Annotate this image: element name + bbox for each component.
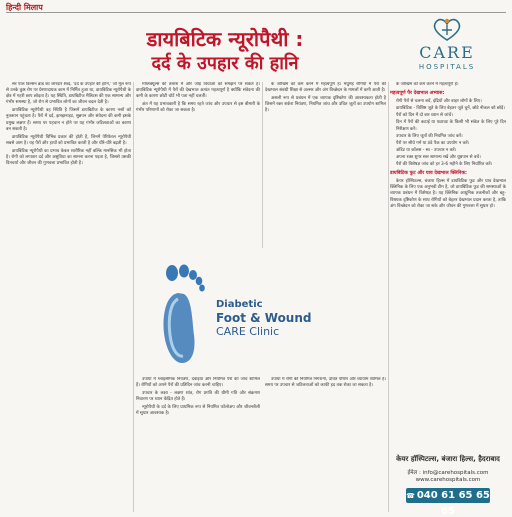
paragraph: उपचार के लक्ष्य - लक्षण शांत, रोग प्रगति की धीमी गति और संक्रमण निवारण पर ध्यान केंद्रित होते हैं।: [136, 391, 260, 403]
footprint-icon: [148, 255, 210, 367]
section-heading-foot-care: महत्वपूर्ण पैर देखभाल अभ्यास:: [390, 91, 445, 97]
article-column-2-bottom: [136, 377, 260, 512]
column-divider: [388, 82, 389, 512]
email-link[interactable]: ईमेल : info@carehospitals.com: [407, 470, 489, 476]
paragraph: डायबिटिक न्यूरोपैथी विभिन्न प्रकार की होती है, जिनमें पेरिफेरल न्यूरोपैथी सबसे आम है। यह पैरों और हाथों को प्रभावित करती है और धीरे-धीरे बढ़ती है।: [6, 134, 131, 146]
list-item: • अंडिट या कॉलस - स्व - उपचार न करें।: [396, 148, 506, 154]
paragraph: डायबिटिक न्यूरोपैथी का प्रभाव केवल शारीरिक नहीं बल्कि मानसिक भी होता है। रोगी को लगातार दर्द और असुविधा का सामना करना पड़ता है, जिससे उसकी दिनचर्या और जीवन की गुणवत्ता प्रभावित होती है।: [6, 148, 131, 167]
logo-name: CARE: [419, 43, 475, 62]
clinic-title-line-1: Diabetic: [216, 299, 263, 310]
list-item: • पैरों को दिन में दो बार ध्यान से जांचें।: [396, 113, 506, 119]
clinic-title-line-3: CARE Clinic: [216, 325, 280, 338]
list-item: • पैरों की विशेषज्ञ जांच को हर 3-6 महीने के लिए निर्धारित करें।: [396, 162, 506, 168]
contact-footer: [390, 455, 506, 517]
phone-icon: ☎: [406, 492, 415, 500]
care-logo-icon: [430, 16, 464, 42]
article-column-3-bottom: [265, 377, 386, 465]
list-item: • डायबिटिक - विशिष्ट जूते के लिए बेहतर जूते चुनें, छोटे नीकल को छोड़ें।: [396, 106, 506, 112]
list-item: • उपचार के लिए जूतों की नियमित जांच करें।: [396, 134, 506, 140]
article-column-2-top: [136, 82, 260, 248]
paragraph: के जोखिम को कम करने में महत्वपूर्ण है।: [396, 82, 459, 87]
diabetic-foot-clinic-graphic: [148, 255, 374, 367]
phone-number-box[interactable]: [406, 488, 490, 517]
paragraph: डायबिटिक न्यूरोपैथी वह स्थिति है जिसमें डायबिटीज के कारण नसों को नुकसान पहुंचता है। पैरों में दर्द, झनझनाहट, सुन्नपन और संवेदना की कमी इसके प्रमुख लक्षण हैं। समय पर पहचान न होने पर यह गंभीर जटिलताओं का कारण बन सकती है।: [6, 108, 131, 132]
list-item: • रोगी पैरों से चलना बचें, इंद्रियों और बाहर लोगों के लिए।: [396, 99, 506, 105]
article-column-4: [390, 82, 506, 452]
paragraph: न्यूरोपैथी के दर्द के लिए प्राथमिक रूप से नियमित फॉलोअप और जीवनशैली में सुधार आवश्यक है।: [136, 405, 260, 417]
website-link[interactable]: www.carehospitals.com: [415, 477, 481, 483]
clinic-title-line-2: Foot & Wound: [216, 311, 312, 325]
hospital-address: केयर हॉस्पिटल्स, बंजारा हिल्स, हैदराबाद: [396, 455, 500, 463]
list-item: • दिन में पैरों की कटाई या फटावट के किसी भी संकेत के लिए पूरे दिन निरीक्षण करें।: [396, 120, 506, 132]
foot-care-list: [396, 99, 506, 168]
paragraph: सर पॉल विल्सन ब्रांड का जोरदार शब्द, 'दर्द के उपहार की हानि,' जो मूल रूप से उनके कुष्ठ रोग पर प्रेरणादायक काम में निर्मित हुआ था, डायबिटिक न्यूरोपैथी के क्षेत्र में गहरी छाप छोड़ता है। यह स्थिति, डायबिटीज मैलिटस की एक सामान्य और गंभीर समस्या है, जो रोग से प्रभावित लोगों का जीवन बदल देती है।: [6, 82, 131, 106]
logo-subtitle: HOSPITALS: [418, 63, 476, 71]
headline-line-2: दर्द के उपहार की हानि: [151, 53, 299, 74]
masthead-divider: [6, 12, 506, 13]
paragraph: अंत में यह प्रभावकारी है कि समय रहते जांच और उपचार से इस बीमारी के गंभीर परिणामों को रोका जा सकता है।: [136, 102, 260, 114]
masthead: हिन्दी मिलाप: [6, 3, 43, 12]
paragraph: उपायों में रोगी की नियमित निगरानी, उचित पोषण और व्यायाम शामिल हैं। समय पर उपचार से जटिलताओं को काफी हद तक रोका जा सकता है।: [265, 377, 386, 389]
article-column-1: [6, 82, 131, 512]
article-column-3-top: [265, 82, 386, 248]
headline-line-1: डायबिटिक न्यूरोपैथी :: [146, 27, 304, 51]
care-hospitals-logo: [392, 16, 502, 78]
list-item: • अपना रक्त शुगर स्तर सामान्य रखें और धूम्रपान से बचें।: [396, 155, 506, 161]
phone-number: 040 61 65 65 65: [416, 490, 490, 517]
paragraph: उपायों में ग्लाइसेमिक नियंत्रण, दवाइयां और नियमित पैरों की जांच शामिल हैं। रोगियों को अपने पैरों की प्रतिदिन जांच करनी चाहिए।: [136, 377, 260, 389]
paragraph: के जोखिम को कम करने में महत्वपूर्ण है। मधुमेह रोगियों में पैरों की देखभाल संबंधी शिक्षा से अल्सर और अंग विच्छेदन के मामलों में कमी आती है।: [265, 82, 386, 94]
paragraph: असली रूप से प्रबंधन में एक व्यापक दृष्टिकोण की आवश्यकता होती है जिसमें रक्त शर्करा नियंत्रण, नियमित जांच और उचित जूतों का उपयोग शामिल है।: [265, 96, 386, 114]
section-heading-clinic: डायबिटिक फुट और घाव देखभाल क्लिनिक:: [390, 171, 467, 177]
paragraph: केयर हॉस्पिटल्स, बंजारा हिल्स में डायबिटिक फुट और घाव देखभाल क्लिनिक के लिए एक अनुभवी टीम है, जो डायबिटिक फुट की समस्याओं के व्यापक प्रबंधन में विशेषज्ञ है। यह क्लिनिक आधुनिक तकनीकों और बहु-विषयक दृष्टिकोण के साथ रोगियों को बेहतर देखभाल प्रदान करता है, ताकि अंग विच्छेदन को रोका जा सके और जीवन की गुणवत्ता में सुधार हो।: [390, 179, 506, 209]
paragraph: मॉलिक्यूल्स की तलाश में और जोड़ विधाओं को समझने पर सकते हैं। डायबिटिक न्यूरोपैथी में पैरों की देखभाल अत्यंत महत्वपूर्ण है क्योंकि संवेदना की कमी के कारण छोटी चोटें भी पता नहीं चलतीं।: [136, 82, 260, 100]
list-item: • पैरों पर सीधे गर्म या ठंडे पैक का उपयोग न करें।: [396, 141, 506, 147]
column-divider: [133, 82, 134, 512]
column-divider: [262, 82, 263, 248]
headline: [60, 28, 390, 75]
